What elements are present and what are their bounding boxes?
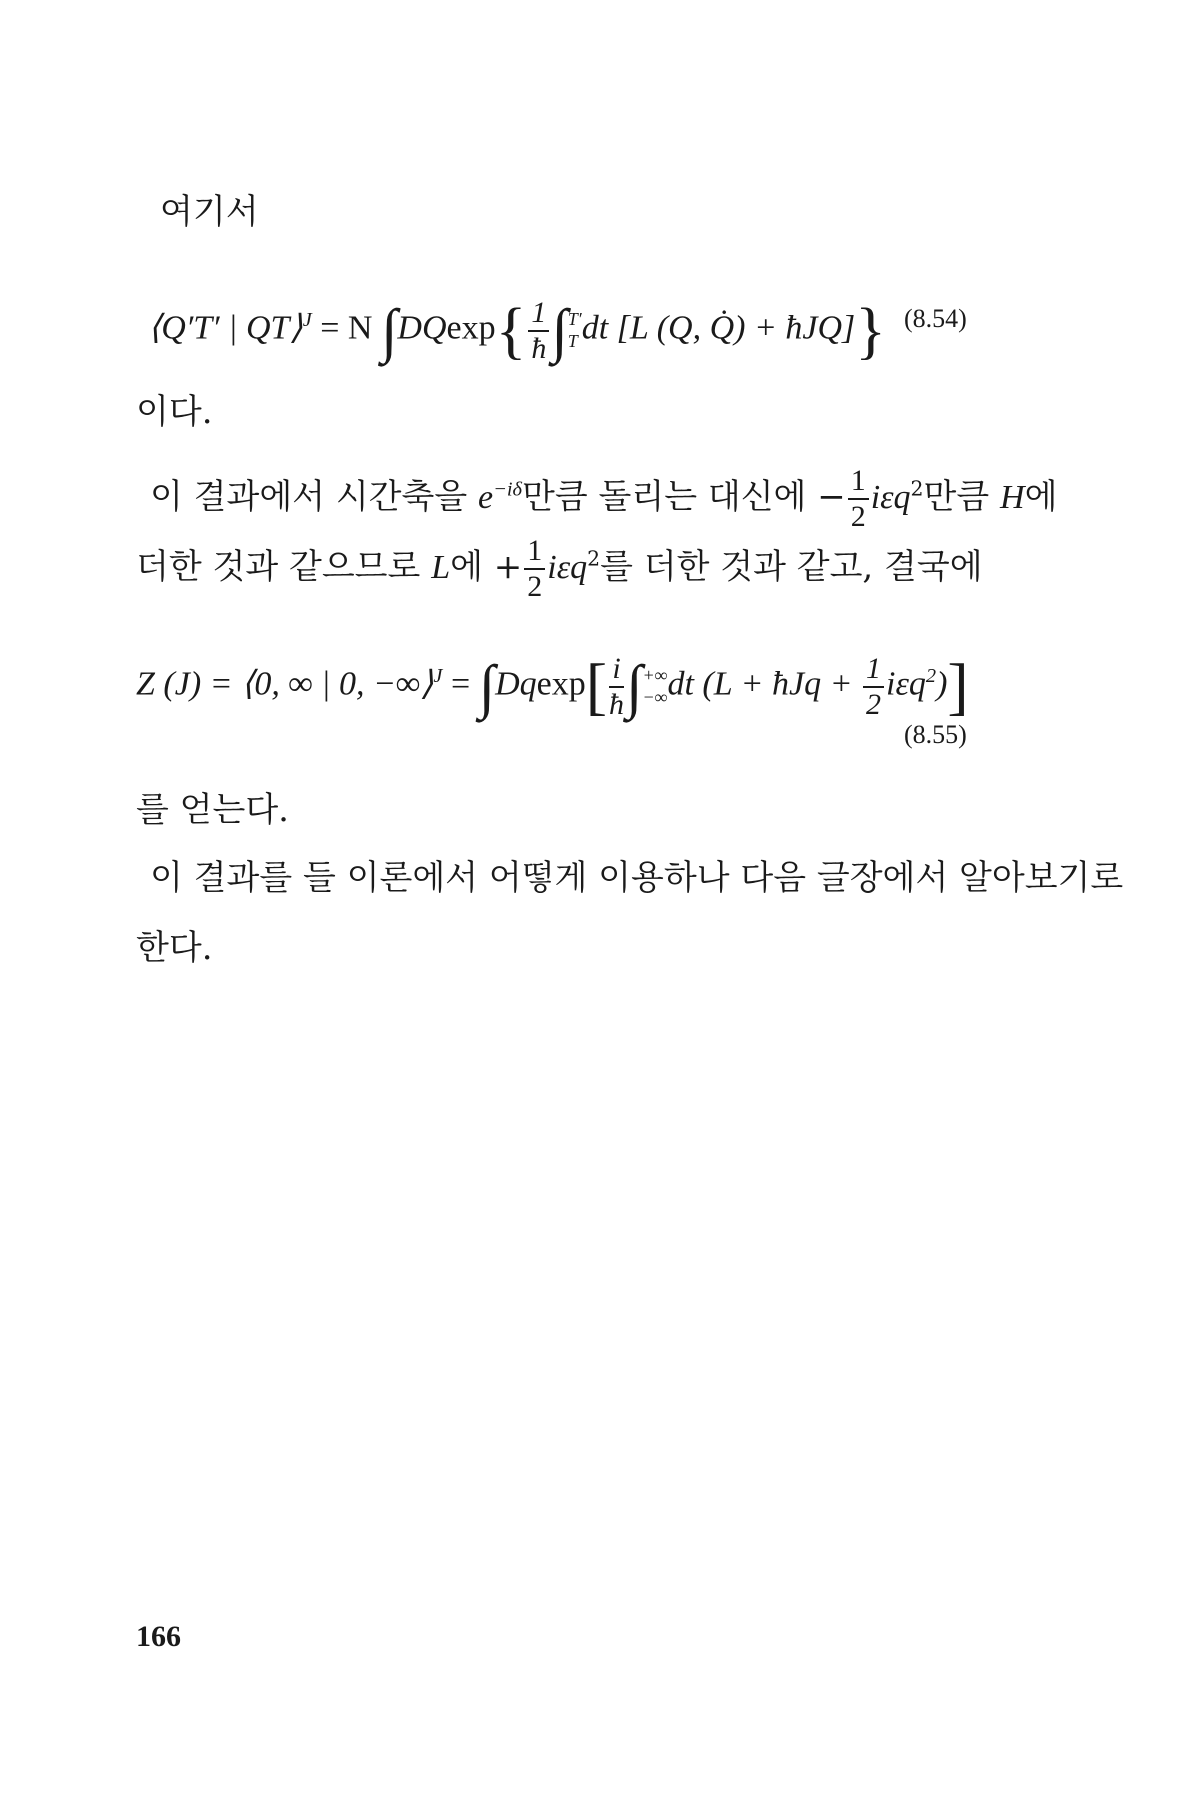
p2-L: L bbox=[431, 549, 451, 586]
eq-855-body-3: ) bbox=[936, 665, 948, 703]
p2-frac-den: 2 bbox=[527, 570, 543, 603]
integral-sign-icon: ∫ bbox=[380, 297, 398, 364]
p1-frac-num: 1 bbox=[848, 466, 869, 500]
right-bracket-icon: ] bbox=[947, 650, 969, 722]
p1-ieq-sup: 2 bbox=[910, 476, 924, 501]
eq-855-body-2: iεq bbox=[886, 665, 926, 703]
text-line-ida: 이다. bbox=[136, 392, 213, 432]
p2-ieq-sup: 2 bbox=[587, 546, 601, 571]
equation-8-54 bbox=[148, 280, 886, 368]
equation-number-8-54: (8.54) bbox=[904, 304, 967, 333]
p2-frac-num: 1 bbox=[524, 536, 545, 570]
integral-sign-icon: ∫ bbox=[626, 653, 643, 720]
eq-855-lhs: Z (J) = ⟨0, ∞ | 0, −∞⟩ bbox=[136, 665, 434, 703]
p1-fraction bbox=[848, 466, 869, 532]
right-brace-icon: } bbox=[855, 294, 886, 366]
eq-854-lhs-sup: J bbox=[302, 309, 312, 331]
p2-text-b: 에 + bbox=[450, 547, 523, 587]
equation-number-8-55: (8.55) bbox=[904, 720, 967, 749]
page-number: 166 bbox=[136, 1620, 181, 1653]
eq-855-exp: exp bbox=[536, 665, 586, 703]
paragraph-1-line-1 bbox=[150, 466, 1057, 532]
p1-exponent: −iδ bbox=[493, 478, 523, 501]
eq-855-frac-den: ħ bbox=[609, 687, 625, 721]
equation-8-55 bbox=[136, 636, 969, 724]
p1-H: H bbox=[1000, 479, 1025, 516]
eq-855-frac2-num: 1 bbox=[863, 654, 884, 688]
eq-855-integrand: Dq bbox=[495, 665, 537, 703]
eq-855-lhs-sup: J bbox=[433, 665, 443, 687]
eq-855-lower-limit: −∞ bbox=[642, 686, 668, 707]
paragraph-3-line-2: 한다. bbox=[136, 928, 213, 968]
integral-sign-icon: ∫ bbox=[551, 297, 568, 364]
eq-854-equals: = N bbox=[311, 309, 381, 347]
p2-fraction bbox=[524, 536, 545, 602]
eq-854-integrand: DQ bbox=[397, 309, 447, 347]
eq-854-lhs: ⟨Q′T′ | QT⟩ bbox=[148, 309, 303, 347]
p2-ieq: iεq bbox=[547, 549, 588, 586]
eq-854-body: dt [L (Q, Q̇) + ħJQ] bbox=[581, 309, 856, 347]
p2-text-d: 를 더한 것과 같고, 결국에 bbox=[600, 547, 983, 587]
paragraph-1-line-2 bbox=[136, 536, 983, 602]
p2-text-a: 더한 것과 같으므로 bbox=[136, 547, 432, 587]
p1-text-b: 만큼 돌리는 대신에 − bbox=[522, 477, 846, 517]
eq-854-limits bbox=[568, 309, 582, 352]
eq-854-exp: exp bbox=[446, 309, 496, 347]
eq-854-lower-limit: T bbox=[567, 330, 578, 351]
left-brace-icon: { bbox=[495, 294, 527, 366]
eq-854-fraction bbox=[528, 295, 549, 365]
eq-854-frac-num: 1 bbox=[528, 298, 549, 332]
paragraph-3-line-1: 이 결과를 들 이론에서 어떻게 이용하나 다음 글장에서 알아보기로 bbox=[150, 858, 1124, 898]
p1-frac-den: 2 bbox=[850, 500, 866, 533]
p1-text-d: 만큼 bbox=[923, 477, 1001, 517]
p1-ieq: iεq bbox=[870, 479, 911, 516]
eq-855-body-2-sup: 2 bbox=[925, 665, 937, 687]
eq-855-body: dt (L + ħJq + bbox=[667, 665, 862, 703]
p1-e: e bbox=[478, 479, 494, 516]
eq-855-limits bbox=[642, 665, 667, 708]
integral-sign-icon: ∫ bbox=[478, 653, 496, 720]
eq-855-upper-limit: +∞ bbox=[642, 664, 668, 685]
eq-854-upper-limit: T′ bbox=[567, 308, 582, 329]
eq-855-frac-num: i bbox=[609, 654, 624, 688]
eq-855-equals: = bbox=[442, 665, 479, 703]
left-bracket-icon: [ bbox=[585, 650, 608, 722]
eq-855-fraction bbox=[609, 651, 625, 721]
eq-855-frac2-den: 2 bbox=[866, 687, 882, 721]
p1-text-e: 에 bbox=[1024, 477, 1058, 517]
eq-854-frac-den: ħ bbox=[531, 331, 547, 365]
text-line-yeogiseo: 여기서 bbox=[160, 192, 259, 232]
text-line-eotneunda: 를 얻는다. bbox=[136, 790, 289, 830]
eq-855-fraction-2 bbox=[863, 651, 884, 721]
p1-text-a: 이 결과에서 시간축을 bbox=[150, 477, 479, 517]
